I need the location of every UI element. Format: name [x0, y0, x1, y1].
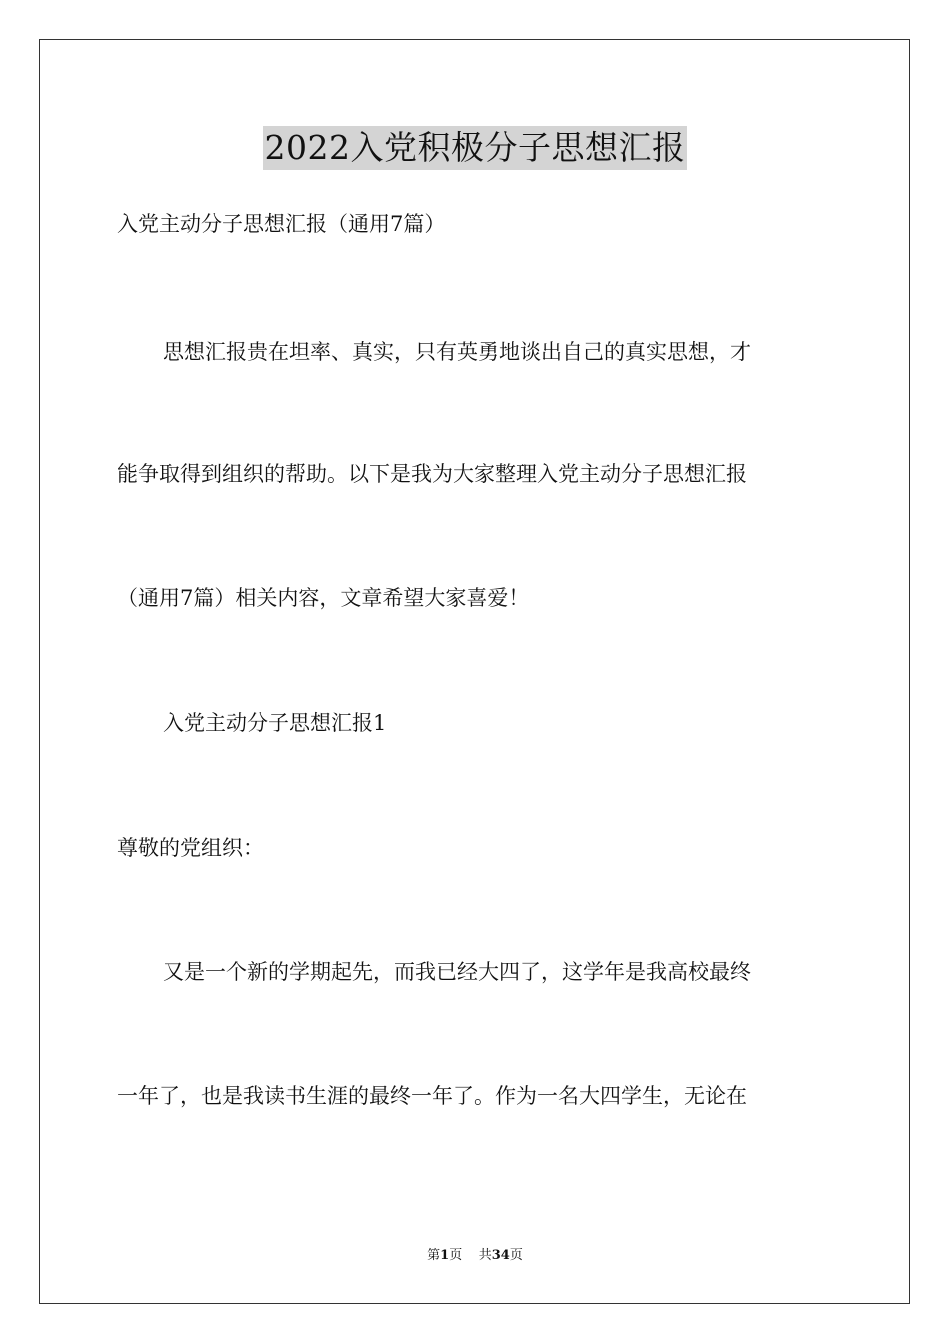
footer-page-label: 页	[449, 1248, 463, 1263]
title-container	[0, 126, 950, 170]
paragraph-line: 又是一个新的学期起先，而我已经大四了，这学年是我高校最终	[163, 960, 751, 984]
paragraph-line: 一年了，也是我读书生涯的最终一年了。作为一名大四学生，无论在	[117, 1084, 747, 1108]
footer-total-pages: 34	[491, 1248, 510, 1263]
footer-prefix: 第	[427, 1248, 441, 1263]
page-footer	[0, 1247, 950, 1265]
paragraph-line: （通用7篇）相关内容，文章希望大家喜爱！	[117, 586, 530, 610]
document-subtitle: 入党主动分子思想汇报（通用7篇）	[117, 212, 446, 236]
salutation: 尊敬的党组织：	[117, 836, 264, 860]
paragraph-line: 能争取得到组织的帮助。以下是我为大家整理入党主动分子思想汇报	[117, 462, 747, 486]
footer-total-suffix: 页	[509, 1248, 523, 1263]
footer-total-prefix: 共	[478, 1248, 492, 1263]
paragraph-line: 思想汇报贵在坦率、真实，只有英勇地谈出自己的真实思想，才	[163, 340, 751, 364]
footer-current-page: 1	[440, 1248, 450, 1263]
document-title: 2022入党积极分子思想汇报	[263, 126, 688, 170]
section-heading: 入党主动分子思想汇报1	[163, 711, 387, 735]
